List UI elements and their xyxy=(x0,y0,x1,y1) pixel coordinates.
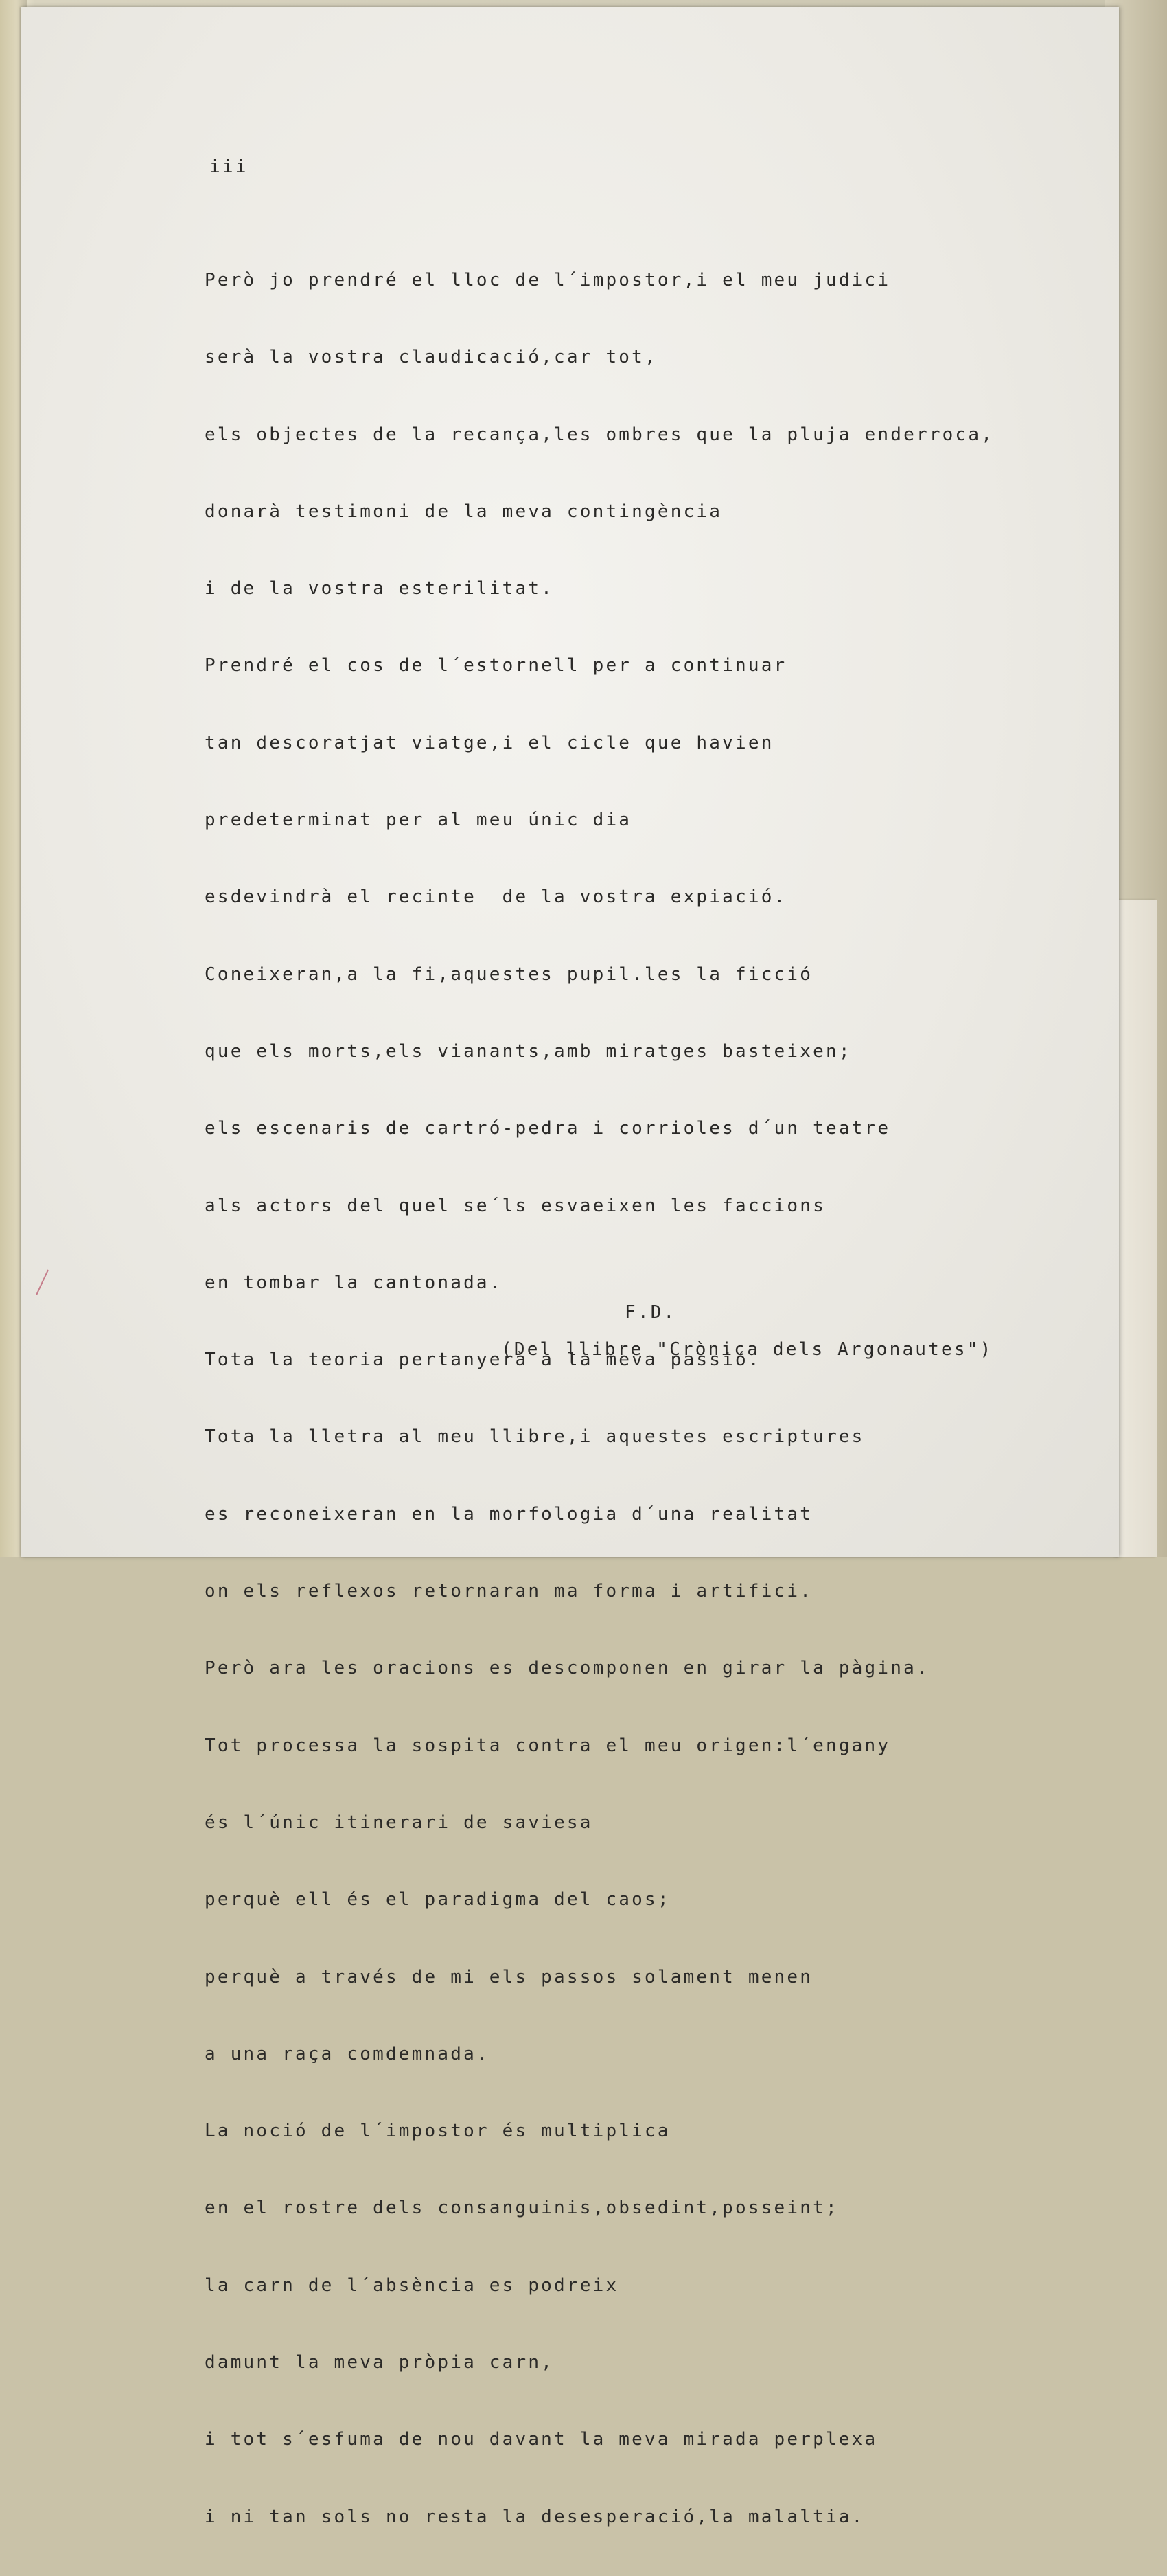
author-initials: F.D. xyxy=(625,1302,677,1323)
poem-line: Però jo prendré el lloc de l´impostor,i el meu judici xyxy=(205,270,891,290)
poem-line: Coneixeran,a la fi,aquestes pupil.les la ficció xyxy=(205,964,813,985)
poem-line: Tota la lletra al meu llibre,i aquestes escriptures xyxy=(205,1426,865,1448)
poem-line: esdevindrà el recinte de la vostra expiació. xyxy=(205,887,787,908)
poem-line: a una raça comdemnada. xyxy=(205,2043,489,2064)
poem-line: Tot processa la sospita contra el meu origen:l´engany xyxy=(205,1735,891,1756)
poem-line: serà la vostra claudicació,car tot, xyxy=(205,347,658,368)
ink-mark xyxy=(36,1269,57,1299)
poem-line: que els morts,els vianants,amb miratges basteixen; xyxy=(205,1040,852,1062)
poem-line: damunt la meva pròpia carn, xyxy=(205,2352,555,2373)
poem-line: en el rostre dels consanguinis,obsedint,posseint; xyxy=(205,2198,839,2219)
poem-line: la carn de l´absència es podreix xyxy=(205,2275,619,2296)
poem-line: és l´únic itinerari de saviesa xyxy=(205,1812,593,1833)
poem-line: els objectes de la recança,les ombres que la pluja enderroca, xyxy=(205,424,995,445)
section-number: iii xyxy=(209,157,249,177)
poem-line: i de la vostra esterilitat. xyxy=(205,578,555,600)
underlying-sheet xyxy=(1116,900,1157,1557)
poem-line: Tota la teoria pertanyerà a la meva passió. xyxy=(205,1349,761,1371)
poem-line: donarà testimoni de la meva contingència xyxy=(205,501,723,522)
source-citation: (Del llibre "Crònica dels Argonautes") xyxy=(501,1339,993,1360)
poem-line: perquè a través de mi els passos solament menen xyxy=(205,1966,813,1987)
poem-line: i tot s´esfuma de nou davant la meva mirada perplexa xyxy=(205,2429,878,2450)
poem-body xyxy=(205,221,994,2576)
poem-line: als actors del quel se´ls esvaeixen les faccions xyxy=(205,1195,826,1216)
poem-line: tan descoratjat viatge,i el cicle que havien xyxy=(205,732,774,753)
poem-line: La noció de l´impostor és multiplica xyxy=(205,2121,671,2142)
poem-line: Però ara les oracions es descomponen en girar la pàgina. xyxy=(205,1658,929,1679)
poem-line: es reconeixeran en la morfologia d´una realitat xyxy=(205,1503,813,1525)
poem-line: on els reflexos retornaran ma forma i artifici. xyxy=(205,1581,813,1602)
poem-line: predeterminat per al meu únic dia xyxy=(205,810,632,831)
poem-line: perquè ell és el paradigma del caos; xyxy=(205,1889,671,1911)
poem-line: els escenaris de cartró-pedra i corrioles d´un teatre xyxy=(205,1118,891,1139)
poem-line: Prendré el cos de l´estornell per a continuar xyxy=(205,655,787,676)
poem-line: i ni tan sols no resta la desesperació,la malaltia. xyxy=(205,2506,865,2527)
poem-line: en tombar la cantonada. xyxy=(205,1272,502,1293)
